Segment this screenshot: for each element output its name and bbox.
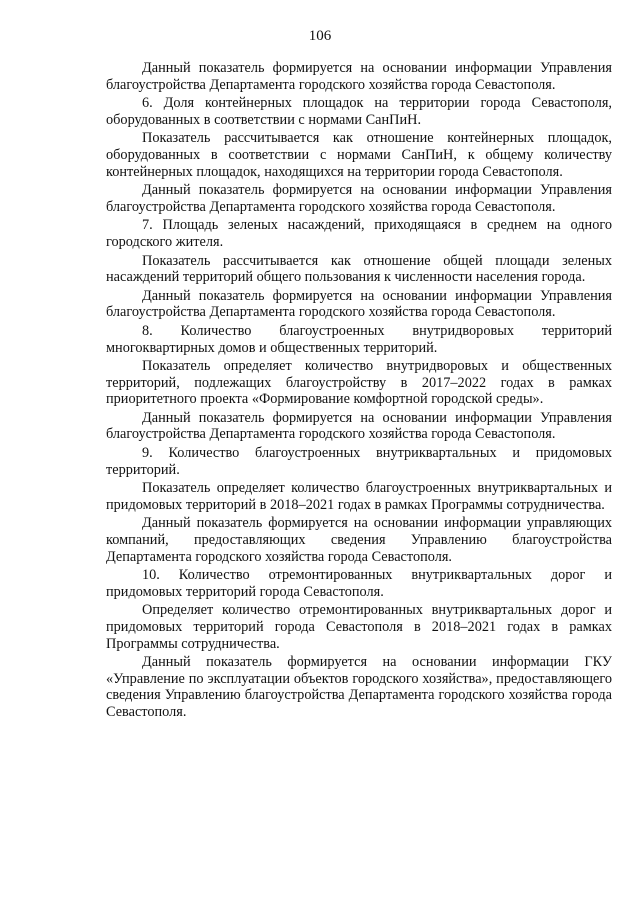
document-body [106, 60, 612, 723]
paragraph-9: Показатель определяет количество внутридворовых и общественных территорий, подлежащих благоустройству в 2017–2022 годах в рамках приоритетного проекта «Формирование комфортной городской среды». [106, 358, 612, 408]
paragraph-12: Показатель определяет количество благоустроенных внутриквартальных и придомовых территорий в 2018–2021 годах в рамках Программы сотрудничества. [106, 480, 612, 513]
paragraph-15: Определяет количество отремонтированных внутриквартальных дорог и придомовых территорий города Севастополя в 2018–2021 годах в рамках Программы сотрудничества. [106, 602, 612, 652]
indicator-9-heading: 9. Количество благоустроенных внутриквартальных и придомовых территорий. [106, 445, 612, 478]
indicator-10-heading: 10. Количество отремонтированных внутриквартальных дорог и придомовых территорий города Севастополя. [106, 567, 612, 600]
paragraph-3: Показатель рассчитывается как отношение контейнерных площадок, оборудованных в соответствии с нормами СанПиН, к общему количеству контейнерных площадок, находящихся на территории города Севастополя. [106, 130, 612, 180]
paragraph-13: Данный показатель формируется на основании информации управляющих компаний, предоставляющих сведения Управлению благоустройства Департамента городского хозяйства города Севастополя. [106, 515, 612, 565]
paragraph-6: Показатель рассчитывается как отношение общей площади зеленых насаждений территорий общего пользования к численности населения города. [106, 252, 612, 286]
indicator-6-heading: 6. Доля контейнерных площадок на территории города Севастополя, оборудованных в соответствии с нормами СанПиН. [106, 95, 612, 128]
indicator-7-heading: 7. Площадь зеленых насаждений, приходящаяся в среднем на одного городского жителя. [106, 217, 612, 250]
paragraph-10: Данный показатель формируется на основании информации Управления благоустройства Департамента городского хозяйства города Севастополя. [106, 409, 612, 443]
paragraph-1: Данный показатель формируется на основании информации Управления благоустройства Департамента городского хозяйства города Севастополя. [106, 60, 612, 93]
paragraph-16: Данный показатель формируется на основании информации ГКУ «Управление по эксплуатации объектов городского хозяйства», предоставляющего сведения Управлению благоустройства Департамента городского хозяйства города Севастополя. [106, 654, 612, 720]
paragraph-7: Данный показатель формируется на основании информации Управления благоустройства Департамента городского хозяйства города Севастополя. [106, 287, 612, 321]
page-number: 106 [308, 28, 332, 44]
indicator-8-heading: 8. Количество благоустроенных внутридворовых территорий многоквартирных домов и общественных территорий. [106, 322, 612, 356]
paragraph-4: Данный показатель формируется на основании информации Управления благоустройства Департамента городского хозяйства города Севастополя. [106, 182, 612, 215]
